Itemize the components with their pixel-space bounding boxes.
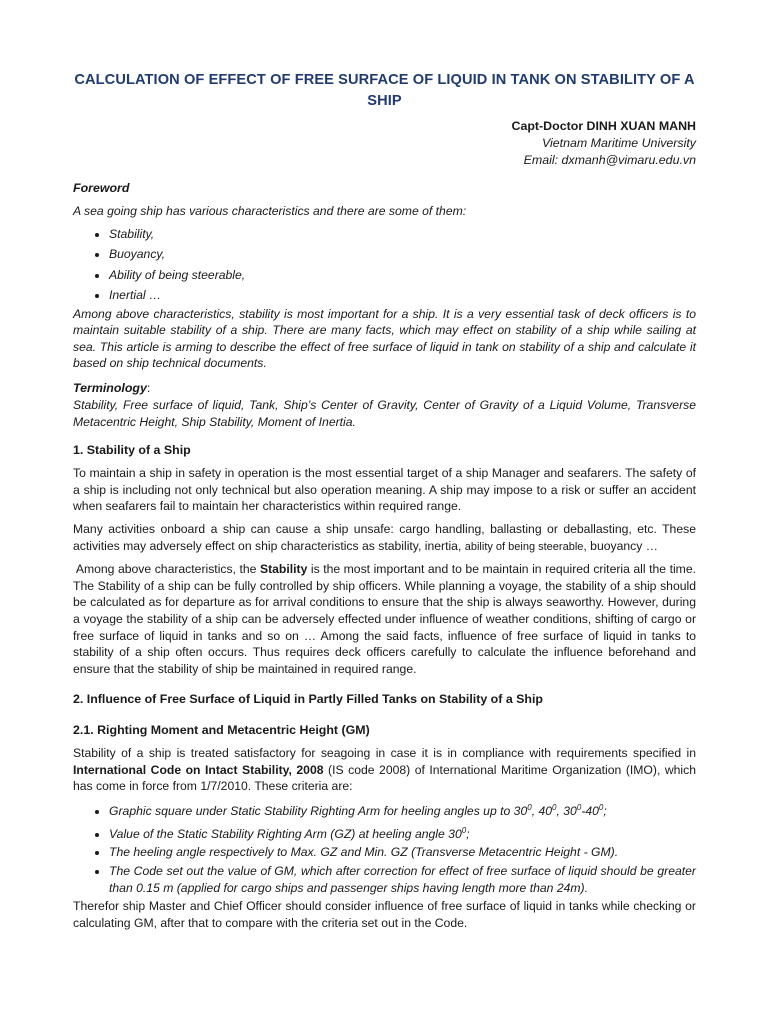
text-run: Stability of a ship is treated satisfactory for seagoing in case it is in compliance with requirements specified in xyxy=(73,746,696,761)
list-item xyxy=(109,844,696,861)
terminology-heading xyxy=(73,380,696,397)
section-2-1-heading: 2.1. Righting Moment and Metacentric Height (GM) xyxy=(73,723,370,738)
section-2-paragraph-1 xyxy=(73,745,696,795)
section-2-heading: 2. Influence of Free Surface of Liquid in Partly Filled Tanks on Stability of a Ship xyxy=(73,692,543,707)
text-run: , 40 xyxy=(531,804,553,819)
text-run: ability of being steerable xyxy=(464,540,584,553)
superscript: 0 xyxy=(598,803,604,813)
list-item xyxy=(109,799,696,820)
terminology-colon: : xyxy=(146,380,151,395)
foreword-heading: Foreword xyxy=(73,181,130,195)
author-name: Capt-Doctor DINH XUAN MANH xyxy=(511,119,696,133)
section-1-paragraph-3 xyxy=(73,561,696,677)
text-run: International Code on Intact Stability, 2008 xyxy=(73,762,324,777)
list-item: • Inertial … xyxy=(109,285,696,306)
section-2-paragraph-2: Therefor ship Master and Chief Officer should consider influence of free surface of liquid in tanks while checking or calculating GM, after that to compare with the criteria set out in the Code. xyxy=(73,899,696,930)
superscript: 0 xyxy=(576,803,582,813)
list-item xyxy=(109,822,696,843)
author-block xyxy=(73,118,696,169)
text-run: Stability xyxy=(259,562,308,577)
list-item: • Ability of being steerable, xyxy=(109,265,696,286)
text-run: ; xyxy=(603,804,607,819)
text-run: , 30 xyxy=(556,804,577,819)
list-item: • Stability, xyxy=(109,224,696,245)
text-run: Many activities onboard a ship can cause a ship unsafe: cargo handling, ballasting or deballasting, etc. These activities may adversely effect on ship characteristics as stability, inertia, xyxy=(73,521,696,553)
criteria-list xyxy=(73,799,696,897)
text-run: The heeling angle respectively to Max. GZ and Min. GZ (Transverse Metacentric Height - GM). xyxy=(109,845,619,860)
superscript: 0 xyxy=(527,803,532,813)
characteristics-list xyxy=(73,224,696,306)
superscript: 0 xyxy=(552,803,557,813)
text-run: , buoyancy … xyxy=(583,538,658,553)
text-run: (IS code 2008) of International Maritime Organization (IMO), which has come in force from 1/7/2010. These criteria are: xyxy=(73,762,696,794)
terminology-text: Stability, Free surface of liquid, Tank, Ship’s Center of Gravity, Center of Gravity of a Liquid Volume, Transverse Metacentric Height, Ship Stability, Moment of Inertia. xyxy=(73,397,696,429)
text-run: Among above characteristics, the xyxy=(73,562,260,577)
text-run: ; xyxy=(466,826,470,841)
terminology-label: Terminology xyxy=(73,380,147,395)
list-item: • Buoyancy, xyxy=(109,244,696,265)
paper-title: CALCULATION OF EFFECT OF FREE SURFACE OF LIQUID IN TANK ON STABILITY OF A SHIP xyxy=(74,72,695,109)
list-item xyxy=(109,863,696,897)
section-1-paragraph-1: To maintain a ship in safety in operation is the most essential target of a ship Manager and seafarers. The safety of a ship is including not only technical but also operation meaning. A ship may impose to a risk or suffer an accident when seafarers fail to maintain her characteristics within required range. xyxy=(73,466,696,514)
superscript: 0 xyxy=(461,825,467,835)
text-run: Graphic square under Static Stability Righting Arm for heeling angles up to 30 xyxy=(109,804,528,819)
section-1-heading: 1. Stability of a Ship xyxy=(73,443,191,458)
foreword-intro: A sea going ship has various characteristics and there are some of them: xyxy=(73,204,467,218)
foreword-paragraph: Among above characteristics, stability is most important for a ship. It is a very essential task of deck officers is to maintain suitable stability of a ship. There are many facts, which may effect on stability of a ship while sailing at sea. This article is arming to describe the effect of free surface of liquid in tank on stability of a ship and calculate it based on ship technical documents. xyxy=(73,306,696,371)
text-run: The Code set out the value of GM, which after correction for effect of free surface of liquid should be greater than 0.15 m (applied for cargo ships and passenger ships having length more than 24m). xyxy=(109,863,696,895)
text-run: -40 xyxy=(581,804,599,819)
section-1-paragraph-2 xyxy=(73,521,696,555)
text-run: is the most important and to be maintain in required criteria all the time. The Stability of a ship can be fully controlled by ship officers. While planning a voyage, the stability of a ship should be calculated as for departure as for arrival conditions to ensure that the ship is always seaworthy. However, during a voyage the stability of a ship can be adversely effected under influence of weather conditions, shifting of cargo or free surface of liquid in tanks and so on … Among the said facts, influence of free surface of liquid in tanks to stability of a ship often occurs. Thus requires deck officers carefully to calculate the influence beforehand and ensure that the stability of ship be maintained in required range. xyxy=(73,562,696,676)
text-run: Value of the Static Stability Righting Arm (GZ) at heeling angle 30 xyxy=(109,826,462,841)
author-affiliation: Vietnam Maritime University xyxy=(541,136,696,150)
author-email: Email: dxmanh@vimaru.edu.vn xyxy=(523,153,696,167)
